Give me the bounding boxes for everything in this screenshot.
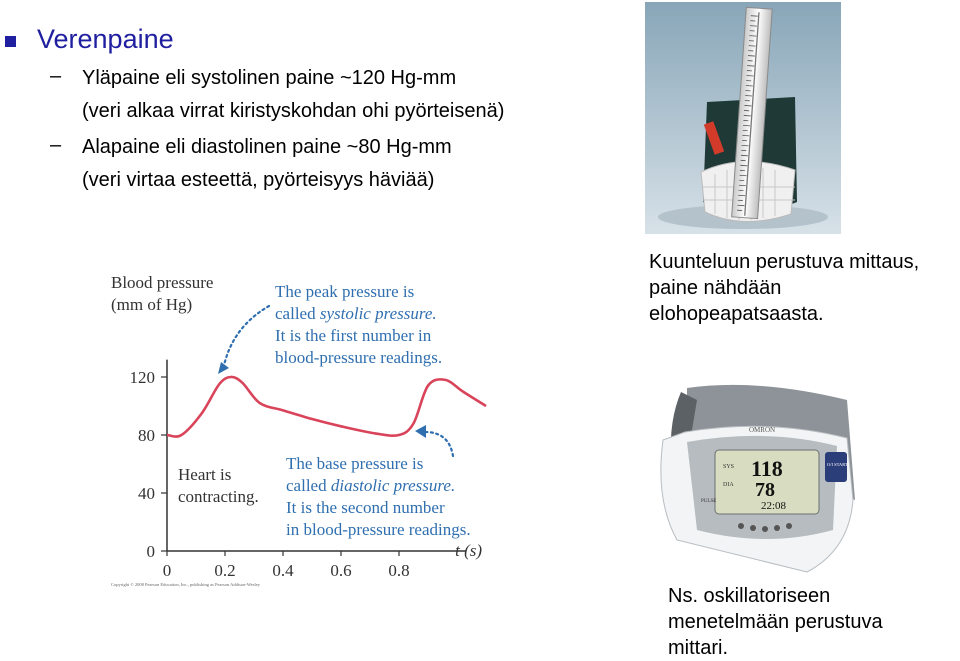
svg-text:SYS: SYS [723,464,734,470]
systolic-note-line: The peak pressure is [275,282,414,301]
title-bullet-icon [5,36,16,47]
x-tick-label: 0.8 [388,561,409,580]
clock-reading: 22:08 [761,500,787,512]
diastolic-arrow [425,432,453,456]
oscillometric-caption [668,583,883,661]
diastolic-note-line: called diastolic pressure. [286,476,455,495]
blood-pressure-chart [105,262,515,592]
copyright-text: Copyright © 2008 Pearson Education, Inc., publishing as Pearson Addison-Wesley [111,582,261,588]
x-tick-label: 0 [163,561,172,580]
caption-line: menetelmään perustuva [668,609,883,635]
y-axis-label: Blood pressure [111,273,213,292]
svg-text:O/I START: O/I START [827,462,848,467]
sys-reading: 118 [751,456,783,481]
systolic-arrow [223,306,269,370]
y-tick-label: 0 [147,542,156,561]
dash-icon: – [50,65,61,88]
diastolic-note-line: in blood-pressure readings. [286,520,471,539]
mercury-caption [649,249,919,327]
caption-line: paine nähdään [649,275,919,301]
systolic-note-line: blood-pressure readings. [275,348,442,367]
x-tick-label: 0.6 [330,561,351,580]
slide-title: Verenpaine [37,24,174,55]
bullet-2-line-2: (veri virtaa esteettä, pyörteisyys häviää) [82,169,434,192]
bullet-2-line-1: Alapaine eli diastolinen paine ~80 Hg-mm [82,136,452,159]
svg-text:PULSE: PULSE [701,499,716,504]
diastolic-arrowhead [415,425,426,438]
svg-text:DIA: DIA [723,482,734,488]
bullet-1-line-2: (veri alkaa virrat kiristyskohdan ohi pyörteisenä) [82,100,504,123]
dash-icon: – [50,134,61,157]
y-tick-label: 80 [138,426,155,445]
caption-line: mittari. [668,635,883,661]
brand-label: OMRON [749,426,775,434]
systolic-arrowhead [218,362,229,374]
caption-line: Ns. oskillatoriseen [668,583,883,609]
caption-line: Kuunteluun perustuva mittaus, [649,249,919,275]
caption-line: elohopeapatsaasta. [649,301,919,327]
heart-note-line: contracting. [178,487,259,506]
y-tick-label: 40 [138,484,155,503]
x-tick-label: 0.4 [272,561,294,580]
dia-reading: 78 [755,479,775,501]
x-axis-label: t (s) [455,541,482,560]
mercury-sphygmomanometer-photo [645,2,841,234]
systolic-note-line: called systolic pressure. [275,304,437,323]
digital-bp-monitor-photo [657,380,860,580]
x-tick-label: 0.2 [214,561,235,580]
heart-note-line: Heart is [178,465,231,484]
systolic-note-line: It is the first number in [275,326,432,345]
y-axis-label: (mm of Hg) [111,295,192,314]
bullet-1-line-1: Yläpaine eli systolinen paine ~120 Hg-mm [82,67,456,90]
pressure-curve [167,377,486,437]
diastolic-note-line: It is the second number [286,498,445,517]
y-tick-label: 120 [130,368,156,387]
diastolic-note-line: The base pressure is [286,454,423,473]
